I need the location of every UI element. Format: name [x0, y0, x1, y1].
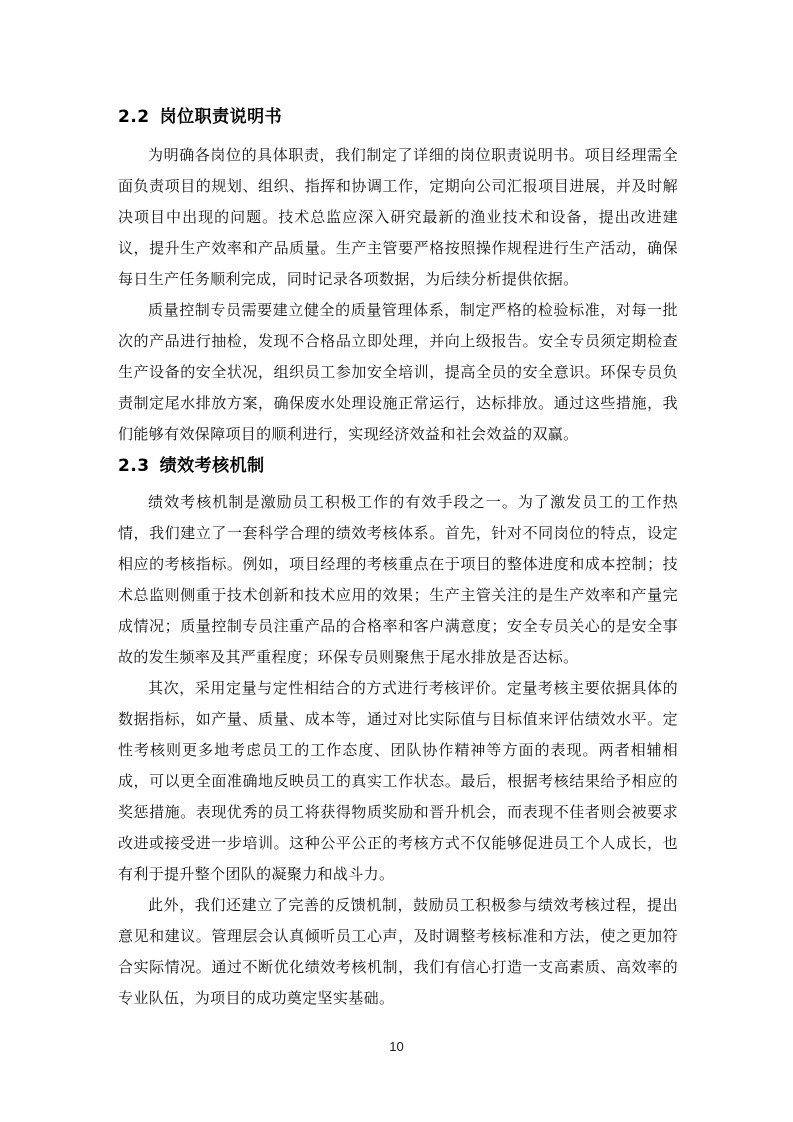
section-number: 2.2: [118, 107, 150, 127]
paragraph: 为明确各岗位的具体职责，我们制定了详细的岗位职责说明书。项目经理需全面负责项目的规划、组织、指挥和协调工作，定期向公司汇报项目进展，并及时解决项目中出现的问题。技术总监应深入研究最新的渔业技术和设备，提出改进建议，提升生产效率和产品质量。生产主管要严格按照操作规程进行生产活动，确保每日生产任务顺利完成，同时记录各项数据，为后续分析提供依据。: [118, 146, 678, 288]
document-page: [118, 104, 678, 1014]
paragraph: 绩效考核机制是激励员工积极工作的有效手段之一。为了激发员工的工作热情，我们建立了一套科学合理的绩效考核体系。首先，针对不同岗位的特点，设定相应的考核指标。例如，项目经理的考核重点在于项目的整体进度和成本控制；技术总监则侧重于技术创新和技术应用的效果；生产主管关注的是生产效率和产量完成情况；质量控制专员注重产品的合格率和客户满意度；安全专员关心的是安全事故的发生频率及其严重程度；环保专员则聚焦于尾水排放是否达标。: [118, 493, 678, 666]
paragraph: 此外，我们还建立了完善的反馈机制，鼓励员工积极参与绩效考核过程，提出意见和建议。管理层会认真倾听员工心声，及时调整考核标准和方法，使之更加符合实际情况。通过不断优化绩效考核机制，我们有信心打造一支高素质、高效率的专业队伍，为项目的成功奠定坚实基础。: [118, 896, 678, 1007]
section-heading-2-3: [118, 453, 678, 479]
section-number: 2.3: [118, 456, 150, 476]
section-heading-2-2: [118, 104, 678, 130]
section-title: 绩效考核机制: [159, 456, 265, 476]
paragraph: 其次，采用定量与定性相结合的方式进行考核评价。定量考核主要依据具体的数据指标，如产量、质量、成本等，通过对比实际值与目标值来评估绩效水平。定性考核则更多地考虑员工的工作态度、团队协作精神等方面的表现。两者相辅相成，可以更全面准确地反映员工的真实工作状态。最后，根据考核结果给予相应的奖惩措施。表现优秀的员工将获得物质奖励和晋升机会，而表现不佳者则会被要求改进或接受进一步培训。这种公平公正的考核方式不仅能够促进员工个人成长，也有利于提升整个团队的凝聚力和战斗力。: [118, 679, 678, 883]
page-number: 10: [389, 1039, 404, 1054]
section-title: 岗位职责说明书: [159, 107, 283, 127]
paragraph: 质量控制专员需要建立健全的质量管理体系，制定严格的检验标准，对每一批次的产品进行抽检，发现不合格品立即处理，并向上级报告。安全专员须定期检查生产设备的安全状况，组织员工参加安全培训，提高全员的安全意识。环保专员负责制定尾水排放方案，确保废水处理设施正常运行，达标排放。通过这些措施，我们能够有效保障项目的顺利进行，实现经济效益和社会效益的双赢。: [118, 301, 678, 443]
